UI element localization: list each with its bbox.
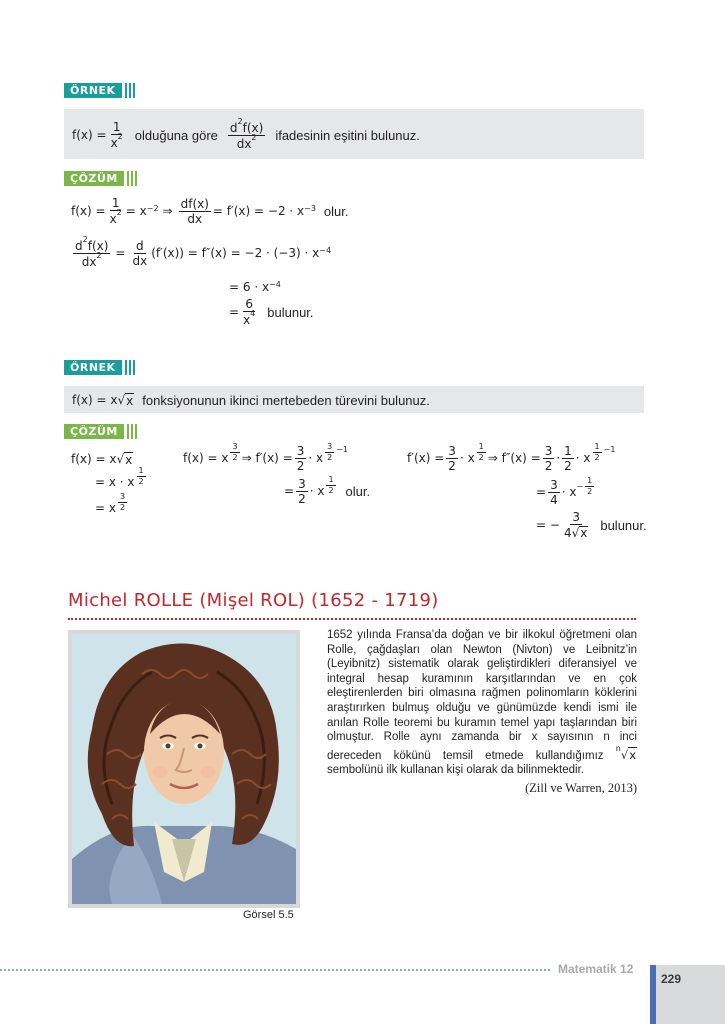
example1-question-box [64,109,644,159]
sqrt-icon: √ [116,452,125,466]
portrait-illustration [72,634,296,904]
title-divider [68,618,636,620]
fraction: $\frac{1}{x^2}$ [110,120,123,150]
footer-book-title: Matematik 12 [558,962,634,976]
tag-bars [127,424,137,439]
example-tag: ÖRNEK [64,83,135,98]
portrait-image [68,630,300,908]
solution-tag: ÇÖZÜM [64,171,137,186]
solution2-col3-line3: = − $\frac{3}{4√x}$ bulunur. [536,510,647,540]
solution2-col2-line1: f(x) = x $\frac{3}{2}$ ⇒ f′(x) = $\frac{3}{2}$ · x $\frac{3}{2}$ −1 [183,441,348,473]
solution2-col1-line2: = x · x $\frac{1}{2}$ [95,465,144,489]
page-number: 229 [661,972,682,986]
sqrt-icon: √ [571,526,580,540]
example2-question: f(x) = x √ x fonksiyonunun ikinci mertebeden türevini bulunuz. [72,392,430,408]
solution2-col2-line2: = $\frac{3}{2}$ · x $\frac{1}{2}$ olur. [284,474,371,506]
second-derivative-fraction: $\frac{d^2f(x)}{dx^2}$ [229,116,264,151]
solution1-line2: $\frac{d^2f(x)}{dx^2}$ = $\frac{d}{dx}$ (f′(x)) = f″(x) = −2 · (−3) · x $^{-4}$ [75,234,332,269]
solution2-col1-line3: = x $\frac{3}{2}$ [95,491,126,515]
bio-title: Michel ROLLE (Mişel ROL) (1652 - 1719) [68,590,439,611]
example-tag: ÖRNEK [64,360,135,375]
image-caption: Görsel 5.5 [243,909,294,921]
tag-bars [125,83,135,98]
bio-paragraph: 1652 yılında Fransa’da doğan ve bir ilkokul öğretmeni olan Rolle, çağdaşları olan Newton (Nivton) ve Leibnitz’in (Leyibnitz) sistematik olarak geliştirdikleri diferansiyel ve integral hesap kuramının karşıtlarından ve en çok eleştirenlerden biri olmasına rağmen polinomların köklerini araştırırken bulmuş olduğu ve günümüzde kendi ismi ile anılan Rolle teoremi bu kuramın temel yapı taşlarından biri olmuştur. Rolle aynı zamanda bir x sayısının n inci dereceden kökünü temsil etmede kullandığımız $^n$√x sembolünü ilk kullanan kişi olarak da bilinmektedir. [327,629,637,777]
footer-divider [0,969,550,971]
solution1-line4: = $\frac{6}{x^4}$ bulunur. [229,297,314,327]
solution2-col1-line1: f(x) = x √ x [71,452,133,467]
solution2-col3-line2: = $\frac{3}{4}$ · x − $\frac{1}{2}$ [536,475,593,507]
solution1-line1: f(x) = $\frac{1}{x^2}$ = x $^{-2}$ ⇒ $\frac{df(x)}{dx}$ = f′(x) = −2 · x $^{-3}$ olur. [71,196,349,226]
tag-bars [127,171,137,186]
solution-tag: ÇÖZÜM [64,424,137,439]
sqrt-icon: √ [117,393,126,407]
citation: (Zill ve Warren, 2013) [525,781,637,795]
solution1-line3: = 6 · x $^{-4}$ [229,279,281,294]
solution2-col3-line1: f′(x) = $\frac{3}{2}$ · x $\frac{1}{2}$ ⇒ f″(x) = $\frac{3}{2}$ · $\frac{1}{2}$ · x $\frac{1}{2}$ −1 [407,441,616,473]
tag-bars [125,360,135,375]
nth-root-symbol: $^n$√x [615,743,636,762]
example1-question: f(x) = $\frac{1}{x^2}$ olduğuna göre $\frac{d^2f(x)}{dx^2}$ ifadesinin eşitini bulunuz. [72,116,420,151]
example2-question-box [64,386,644,413]
